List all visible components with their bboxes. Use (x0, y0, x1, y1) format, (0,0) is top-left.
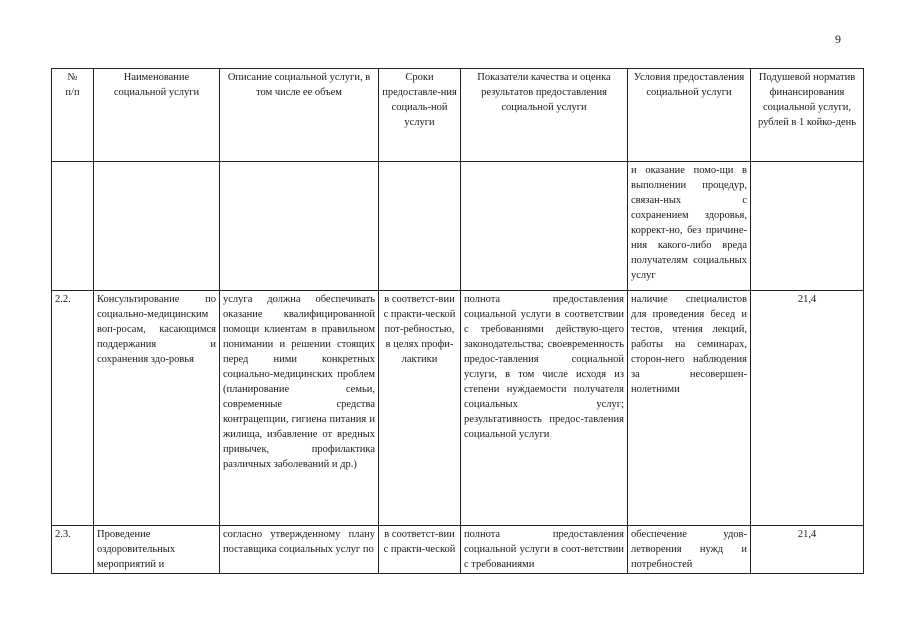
cell-conditions: наличие специалистов для проведения бесед и тестов, чтения лекций, работы на семинарах, сторон-него наблюдения за несовершен-нолетними (628, 291, 751, 526)
cell-description: услуга должна обеспечивать оказание квалифицированной помощи клиентам в правильном понимании и решении стоящих перед ними конкретных социально-медицинских проблем (планирование семьи, современные средства контрацепции, гигиена питания и жилища, избавление от вредных привычек, профилактика различных заболеваний и др.) (220, 291, 379, 526)
cell-quality: полнота предоставления социальной услуги в соответствии с требованиями действую-щего законодательства; своевременность предос-тавления социальной услуги, в том числе исходя из степени нуждаемости получателя социальных услуг; результативность предос-тавления социальной услуги (461, 291, 628, 526)
cell-number (52, 162, 94, 291)
header-quality: Показатели качества и оценка результатов предоставления социальной услуги (461, 69, 628, 162)
cell-norm: 21,4 (751, 291, 864, 526)
cell-quality (461, 162, 628, 291)
header-number: № п/п (52, 69, 94, 162)
header-service-name: Наименование социальной услуги (94, 69, 220, 162)
cell-terms: в соответст-вии с практи-ческой (379, 526, 461, 574)
cell-quality: полнота предоставления социальной услуги в соот-ветствии с требованиями (461, 526, 628, 574)
cell-service-name: Консультирование по социально-медицинским воп-росам, касающимся поддержания и сохранения здо-ровья (94, 291, 220, 526)
cell-terms (379, 162, 461, 291)
page-number: 9 (835, 32, 841, 46)
table-row (52, 162, 864, 291)
table-header-row (52, 69, 864, 162)
cell-terms: в соответст-вии с практи-ческой пот-ребностью, в целях профи-лактики (379, 291, 461, 526)
table-row (52, 291, 864, 526)
header-terms: Сроки предоставле-ния социаль-ной услуги (379, 69, 461, 162)
cell-norm (751, 162, 864, 291)
cell-conditions: и оказание помо-щи в выполнении процедур, связан-ных с сохранением здоровья, коррект-но, без причине-ния какого-либо вреда получателям социальных услуг (628, 162, 751, 291)
table-row (52, 526, 864, 574)
header-description: Описание социальной услуги, в том числе ее объем (220, 69, 379, 162)
cell-service-name: Проведение оздоровительных мероприятий и (94, 526, 220, 574)
cell-number: 2.3. (52, 526, 94, 574)
cell-description: согласно утвержденному плану поставщика социальных услуг по (220, 526, 379, 574)
cell-conditions: обеспечение удов-летворения нужд и потребностей (628, 526, 751, 574)
header-conditions: Условия предоставления социальной услуги (628, 69, 751, 162)
header-norm: Подушевой норматив финансирования социальной услуги, рублей в 1 койко-день (751, 69, 864, 162)
cell-description (220, 162, 379, 291)
cell-number: 2.2. (52, 291, 94, 526)
cell-norm: 21,4 (751, 526, 864, 574)
social-services-table (51, 68, 864, 574)
cell-service-name (94, 162, 220, 291)
